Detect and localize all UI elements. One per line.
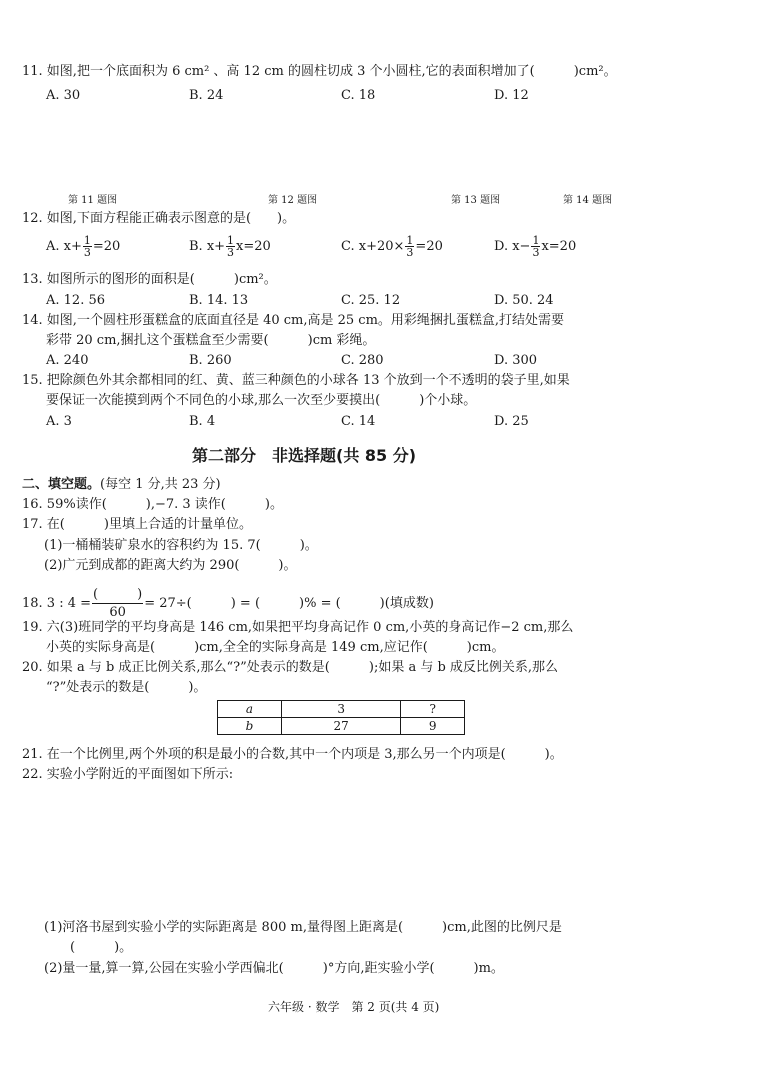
q14-option-a: A. 240 xyxy=(46,353,89,368)
q14-option-c: C. 280 xyxy=(341,353,384,368)
ab-table xyxy=(217,700,465,735)
question-21: 21. 在一个比例里,两个外项的积是最小的合数,其中一个内项是 3,那么另一个内项是( )。 xyxy=(22,747,563,762)
q11-option-c: C. 18 xyxy=(341,88,376,103)
question-14-line2: 彩带 20 cm,捆扎这个蛋糕盒至少需要( )cm 彩绳。 xyxy=(46,333,376,348)
question-17-sub1: (1)一桶桶装矿泉水的容积约为 15. 7( )。 xyxy=(44,538,318,553)
question-22: 22. 实验小学附近的平面图如下所示: xyxy=(22,767,234,782)
q15-option-d: D. 25 xyxy=(494,414,529,429)
figure-caption-14: 第 14 题图 xyxy=(563,195,613,206)
q12-option-b: B. x+ $\frac{1}{3}$ x=20 xyxy=(189,234,271,259)
q12-option-c: C. x+20× $\frac{1}{3}$ =20 xyxy=(341,234,443,259)
question-22-sub1-line2: ( )。 xyxy=(70,940,133,955)
figure-caption-12: 第 12 题图 xyxy=(268,195,318,206)
question-11: 11. 如图,把一个底面积为 6 cm² 、高 12 cm 的圆柱切成 3 个小圆柱,它的表面积增加了( )cm²。 xyxy=(22,64,617,79)
question-15-line1: 15. 把除颜色外其余都相同的红、黄、蓝三种颜色的小球各 13 个放到一个不透明的袋子里,如果 xyxy=(22,373,570,388)
question-17: 17. 在( )里填上合适的计量单位。 xyxy=(22,517,252,532)
question-18: 18. 3 : 4 = $\frac{( )}{60}$ = 27÷( ) = ( )% = ( )(填成数) xyxy=(22,587,434,620)
question-12: 12. 如图,下面方程能正确表示图意的是( )。 xyxy=(22,211,296,226)
section2-title: 二、填空题。 xyxy=(22,477,101,492)
table-cell: 3 xyxy=(281,701,401,718)
table-cell: 27 xyxy=(281,718,401,735)
q15-option-b: B. 4 xyxy=(189,414,216,429)
page-footer: 六年级 · 数学 第 2 页(共 4 页) xyxy=(268,1000,440,1014)
q13-option-a: A. 12. 56 xyxy=(46,293,106,308)
table-row xyxy=(218,701,465,718)
table-cell: a xyxy=(218,701,282,718)
section2-heading xyxy=(22,477,221,493)
question-22-sub1-line1: (1)河洛书屋到实验小学的实际距离是 800 m,量得图上距离是( )cm,此图的比例尺是 xyxy=(44,920,562,935)
question-19-line1: 19. 六(3)班同学的平均身高是 146 cm,如果把平均身高记作 0 cm,小英的身高记作−2 cm,那么 xyxy=(22,620,574,635)
q13-option-b: B. 14. 13 xyxy=(189,293,249,308)
question-22-sub2: (2)量一量,算一算,公园在实验小学西偏北( )°方向,距实验小学( )m。 xyxy=(44,961,504,976)
section2-note: (每空 1 分,共 23 分) xyxy=(100,477,221,492)
question-14-line1: 14. 如图,一个圆柱形蛋糕盒的底面直径是 40 cm,高是 25 cm。用彩绳捆扎蛋糕盒,打结处需要 xyxy=(22,313,565,328)
q14-option-b: B. 260 xyxy=(189,353,232,368)
table-cell: 9 xyxy=(401,718,465,735)
q11-option-b: B. 24 xyxy=(189,88,224,103)
q12-option-d: D. x− $\frac{1}{3}$ x=20 xyxy=(494,234,577,259)
question-15-line2: 要保证一次能摸到两个不同色的小球,那么一次至少要摸出( )个小球。 xyxy=(46,393,477,408)
q15-option-c: C. 14 xyxy=(341,414,376,429)
question-20-line2: “?”处表示的数是( )。 xyxy=(46,680,207,695)
question-16: 16. 59%读作( ),−7. 3 读作( )。 xyxy=(22,497,283,512)
q13-option-d: D. 50. 24 xyxy=(494,293,554,308)
figure-caption-11: 第 11 题图 xyxy=(68,195,118,206)
q13-option-c: C. 25. 12 xyxy=(341,293,401,308)
q15-option-a: A. 3 xyxy=(46,414,72,429)
question-17-sub2: (2)广元到成都的距离大约为 290( )。 xyxy=(44,558,297,573)
q11-option-a: A. 30 xyxy=(46,88,81,103)
question-19-line2: 小英的实际身高是( )cm,全全的实际身高是 149 cm,应记作( )cm。 xyxy=(46,640,505,655)
figure-caption-13: 第 13 题图 xyxy=(451,195,501,206)
q11-option-d: D. 12 xyxy=(494,88,529,103)
part2-title: 第二部分 非选择题(共 85 分) xyxy=(192,446,417,465)
question-13: 13. 如图所示的图形的面积是( )cm²。 xyxy=(22,272,277,287)
table-cell: b xyxy=(218,718,282,735)
q12-option-a: A. x+ $\frac{1}{3}$ =20 xyxy=(46,234,121,259)
question-20-line1: 20. 如果 a 与 b 成正比例关系,那么“?”处表示的数是( );如果 a 与 b 成反比例关系,那么 xyxy=(22,660,559,675)
table-cell: ? xyxy=(401,701,465,718)
q14-option-d: D. 300 xyxy=(494,353,538,368)
table-row xyxy=(218,718,465,735)
